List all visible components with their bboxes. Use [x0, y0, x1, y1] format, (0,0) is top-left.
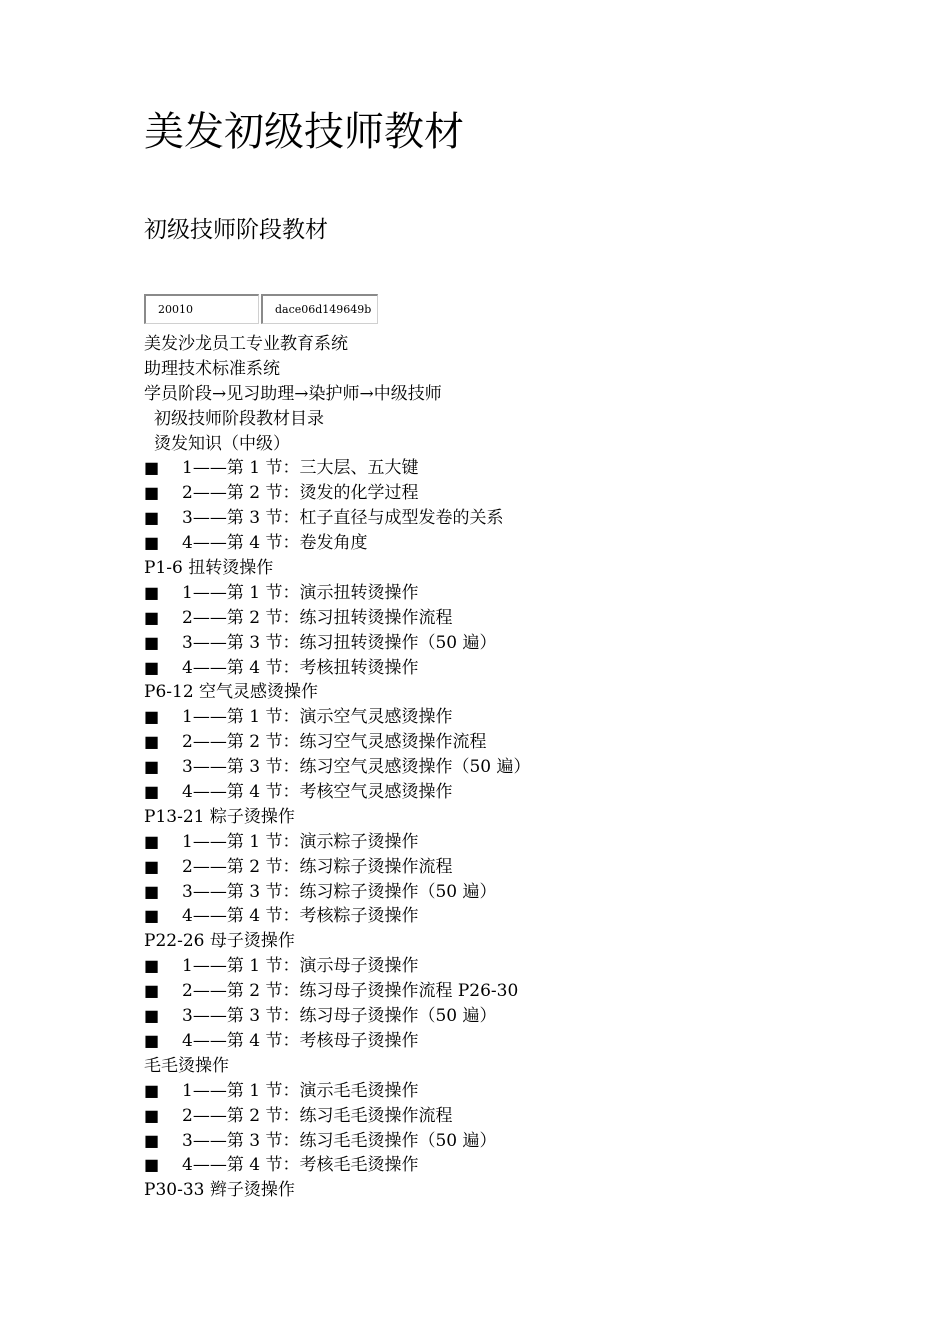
- toc-heading: [144, 1178, 844, 1203]
- toc-text: 2——第 2 节：烫发的化学过程: [182, 483, 419, 504]
- toc-text: 1——第 1 节：演示空气灵感烫操作: [182, 707, 453, 728]
- toc-item: [144, 1029, 844, 1054]
- toc-text: 助理技术标准系统: [144, 358, 280, 379]
- toc-text: 2——第 2 节：练习母子烫操作流程 P26-30: [182, 981, 519, 1002]
- toc-text: 3——第 3 节：练习空气灵感烫操作（50 遍）: [182, 757, 531, 778]
- toc-item: [144, 730, 844, 755]
- toc-item: [144, 581, 844, 606]
- toc-heading: [144, 556, 844, 581]
- toc-text: 2——第 2 节：练习扭转烫操作流程: [182, 607, 453, 628]
- square-bullet-icon: ■: [144, 831, 160, 851]
- toc-text: P1-6 扭转烫操作: [144, 558, 274, 579]
- toc-text: 3——第 3 节：练习粽子烫操作（50 遍）: [182, 881, 497, 902]
- toc-text: 4——第 4 节：考核母子烫操作: [182, 1030, 419, 1051]
- toc-item: [144, 705, 844, 730]
- toc-item: [144, 979, 844, 1004]
- toc-text: 3——第 3 节：练习毛毛烫操作（50 遍）: [182, 1130, 497, 1151]
- toc-heading: [144, 357, 844, 382]
- toc-item: [144, 904, 844, 929]
- toc-text: 4——第 4 节：考核粽子烫操作: [182, 906, 419, 927]
- toc-item: [144, 954, 844, 979]
- square-bullet-icon: ■: [144, 1006, 160, 1026]
- toc-text: 初级技师阶段教材目录: [154, 408, 324, 429]
- square-bullet-icon: ■: [144, 1155, 160, 1175]
- toc-item: [144, 481, 844, 506]
- toc-item: [144, 631, 844, 656]
- square-bullet-icon: ■: [144, 1030, 160, 1050]
- toc-text: 4——第 4 节：考核毛毛烫操作: [182, 1155, 419, 1176]
- table-of-contents: [144, 332, 844, 1203]
- square-bullet-icon: ■: [144, 458, 160, 478]
- toc-item: [144, 1104, 844, 1129]
- meta-box-row: [144, 294, 378, 323]
- toc-item: [144, 506, 844, 531]
- toc-text: 4——第 4 节：考核空气灵感烫操作: [182, 782, 453, 803]
- toc-text: 2——第 2 节：练习毛毛烫操作流程: [182, 1105, 453, 1126]
- toc-text: 3——第 3 节：杠子直径与成型发卷的关系: [182, 508, 504, 529]
- square-bullet-icon: ■: [144, 906, 160, 926]
- toc-text: 烫发知识（中级）: [154, 433, 290, 454]
- toc-text: 1——第 1 节：演示扭转烫操作: [182, 582, 419, 603]
- toc-text: 3——第 3 节：练习扭转烫操作（50 遍）: [182, 632, 497, 653]
- document-title: 美发初级技师教材: [144, 109, 464, 155]
- toc-item: [144, 1153, 844, 1178]
- square-bullet-icon: ■: [144, 707, 160, 727]
- toc-text: P22-26 母子烫操作: [144, 931, 295, 952]
- toc-item: [144, 456, 844, 481]
- toc-text: P13-21 粽子烫操作: [144, 806, 295, 827]
- toc-item: [144, 531, 844, 556]
- toc-item: [144, 1079, 844, 1104]
- toc-item: [144, 855, 844, 880]
- toc-text: 2——第 2 节：练习空气灵感烫操作流程: [182, 732, 487, 753]
- square-bullet-icon: ■: [144, 483, 160, 503]
- square-bullet-icon: ■: [144, 732, 160, 752]
- toc-item: [144, 880, 844, 905]
- document-subtitle: 初级技师阶段教材: [144, 217, 328, 243]
- toc-item: [144, 606, 844, 631]
- square-bullet-icon: ■: [144, 1105, 160, 1125]
- square-bullet-icon: ■: [144, 657, 160, 677]
- toc-text: 1——第 1 节：演示毛毛烫操作: [182, 1080, 419, 1101]
- square-bullet-icon: ■: [144, 607, 160, 627]
- square-bullet-icon: ■: [144, 508, 160, 528]
- toc-text: 4——第 4 节：卷发角度: [182, 533, 368, 554]
- square-bullet-icon: ■: [144, 956, 160, 976]
- toc-text: 学员阶段→见习助理→染护师→中级技师: [144, 383, 442, 404]
- toc-text: 2——第 2 节：练习粽子烫操作流程: [182, 856, 453, 877]
- toc-item: [144, 1004, 844, 1029]
- toc-text: 1——第 1 节：演示粽子烫操作: [182, 831, 419, 852]
- toc-item: [144, 830, 844, 855]
- toc-text: P30-33 辫子烫操作: [144, 1180, 295, 1201]
- square-bullet-icon: ■: [144, 856, 160, 876]
- square-bullet-icon: ■: [144, 632, 160, 652]
- toc-text: P6-12 空气灵感烫操作: [144, 682, 319, 703]
- toc-item: [144, 755, 844, 780]
- toc-text: 美发沙龙员工专业教育系统: [144, 334, 348, 354]
- square-bullet-icon: ■: [144, 757, 160, 777]
- toc-heading: [144, 1054, 844, 1079]
- toc-text: 1——第 1 节：演示母子烫操作: [182, 956, 419, 977]
- toc-text: 3——第 3 节：练习母子烫操作（50 遍）: [182, 1006, 497, 1027]
- square-bullet-icon: ■: [144, 533, 160, 553]
- toc-text: 4——第 4 节：考核扭转烫操作: [182, 657, 419, 678]
- toc-heading: [144, 929, 844, 954]
- square-bullet-icon: ■: [144, 582, 160, 602]
- meta-box-hash: dace06d149649b: [261, 294, 378, 324]
- square-bullet-icon: ■: [144, 881, 160, 901]
- toc-heading: [144, 382, 844, 407]
- toc-item: [144, 1129, 844, 1154]
- toc-item: [144, 656, 844, 681]
- meta-box-id: 20010: [144, 294, 259, 324]
- square-bullet-icon: ■: [144, 1130, 160, 1150]
- toc-text: 1——第 1 节：三大层、五大键: [182, 458, 419, 479]
- toc-text: 毛毛烫操作: [144, 1055, 229, 1076]
- toc-heading: [144, 432, 844, 457]
- toc-item: [144, 780, 844, 805]
- square-bullet-icon: ■: [144, 782, 160, 802]
- square-bullet-icon: ■: [144, 981, 160, 1001]
- square-bullet-icon: ■: [144, 1080, 160, 1100]
- toc-heading: [144, 407, 844, 432]
- toc-heading: [144, 332, 844, 357]
- toc-heading: [144, 680, 844, 705]
- toc-heading: [144, 805, 844, 830]
